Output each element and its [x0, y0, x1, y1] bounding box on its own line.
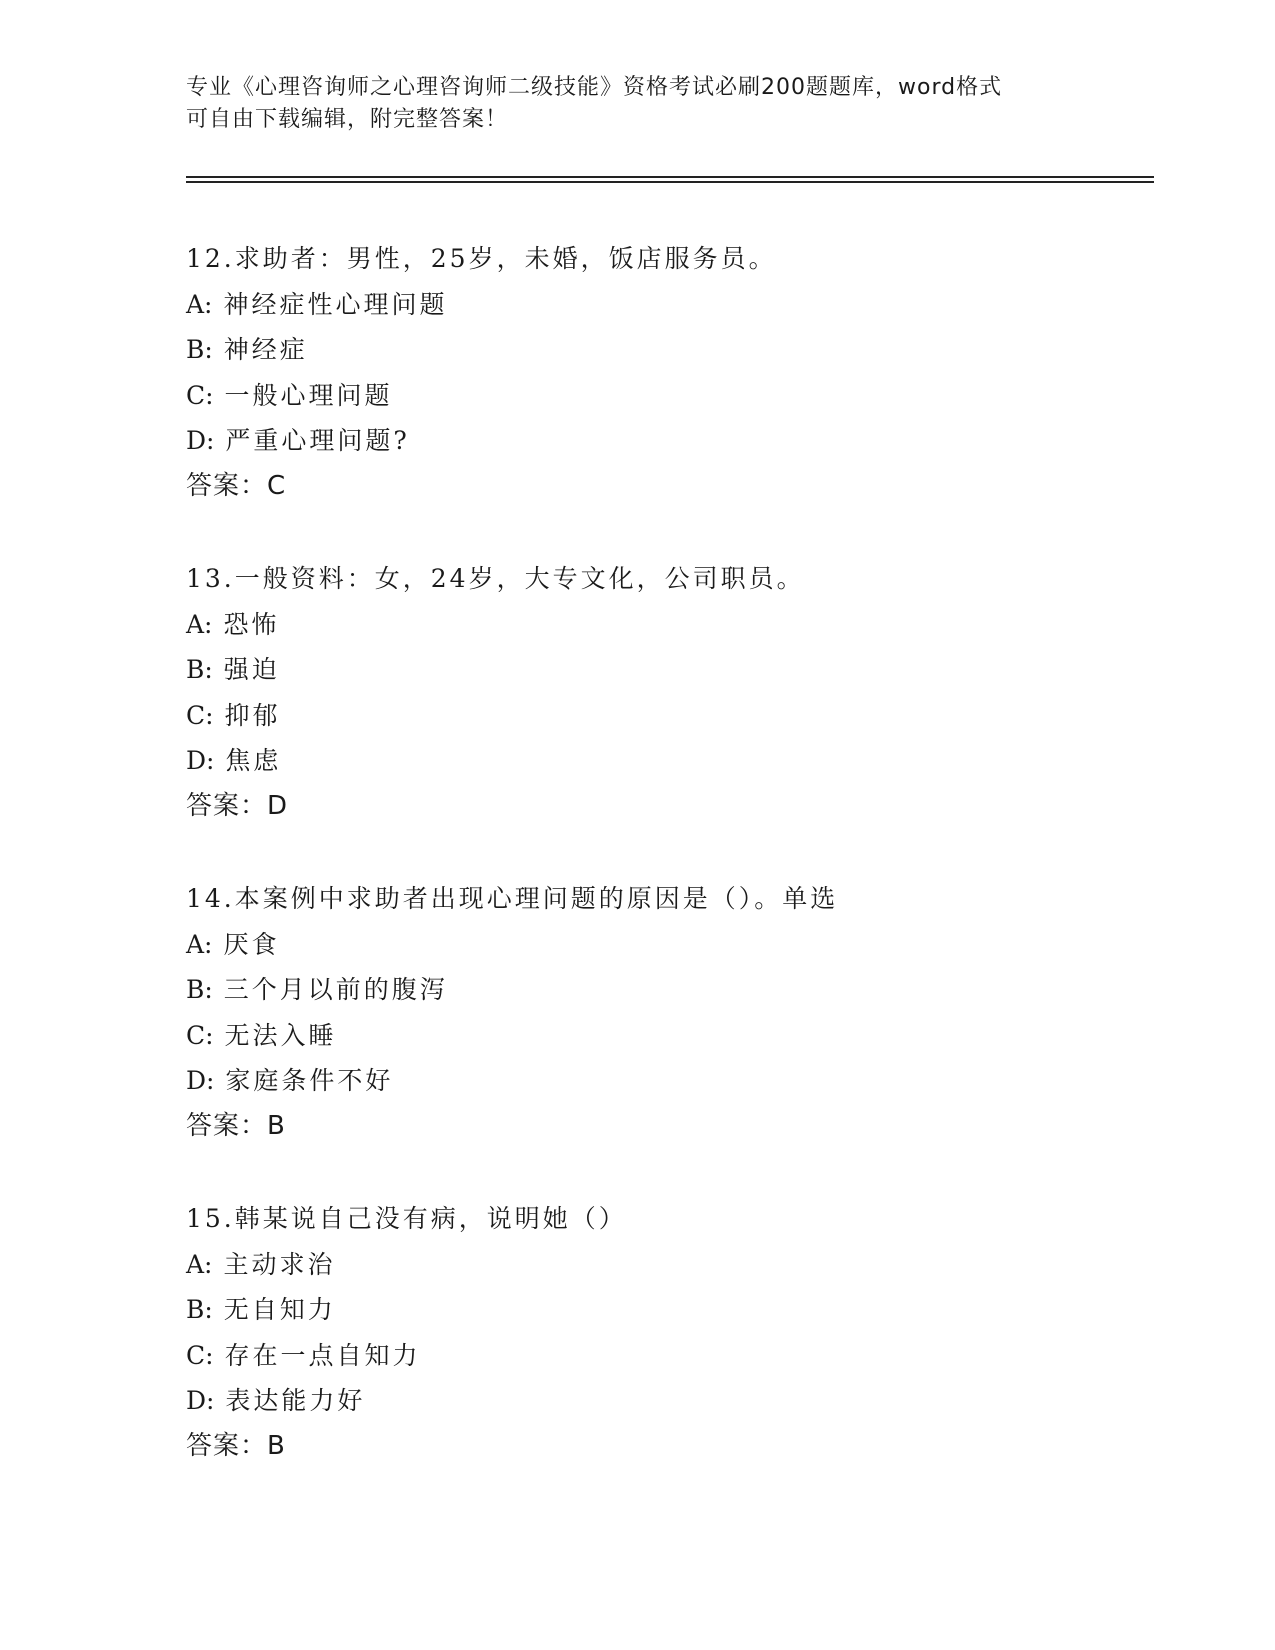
option-letter: B:	[186, 1295, 213, 1324]
option-c	[186, 1333, 1154, 1379]
question-13	[186, 556, 1154, 876]
question-14	[186, 876, 1154, 1196]
header-line-2: 可自由下载编辑，附完整答案！	[186, 107, 509, 132]
option-text: 存在一点自知力	[224, 1340, 421, 1370]
option-letter: C:	[186, 1340, 214, 1370]
option-letter: A:	[186, 929, 213, 959]
option-text: 一般心理问题	[224, 380, 393, 410]
option-letter: A:	[186, 609, 213, 639]
option-letter: D:	[186, 746, 215, 775]
option-text: 厌食	[223, 929, 280, 959]
option-d	[186, 1058, 1154, 1104]
header-divider-bottom	[186, 181, 1154, 183]
question-15	[186, 1196, 1154, 1516]
option-text: 神经症	[223, 335, 308, 364]
question-stem: 14.本案例中求助者出现心理问题的原因是（）。单选	[186, 884, 839, 913]
option-d	[186, 738, 1154, 784]
option-text: 恐怖	[223, 609, 280, 639]
option-c	[186, 693, 1154, 739]
option-a	[186, 922, 1154, 968]
option-letter: A:	[186, 289, 213, 319]
question-stem: 12.求助者：男性，25岁，未婚，饭店服务员。	[186, 244, 777, 273]
question-12	[186, 236, 1154, 556]
option-d	[186, 418, 1154, 464]
option-text: 强迫	[223, 655, 280, 684]
answer-label: 答案：D	[186, 790, 289, 821]
answer-label: 答案：C	[186, 470, 287, 501]
option-letter: C:	[186, 1020, 214, 1050]
option-b	[186, 647, 1154, 693]
option-text: 主动求治	[223, 1249, 336, 1279]
option-letter: D:	[186, 1386, 215, 1415]
question-stem: 15.韩某说自己没有病，说明她（）	[186, 1204, 627, 1233]
option-letter: D:	[186, 426, 215, 455]
option-letter: C:	[186, 380, 214, 410]
option-a	[186, 1242, 1154, 1288]
option-letter: A:	[186, 1249, 213, 1279]
option-letter: C:	[186, 700, 214, 730]
option-b	[186, 1287, 1154, 1333]
question-list	[186, 236, 1154, 1516]
answer-label: 答案：B	[186, 1110, 286, 1141]
header-divider-top	[186, 176, 1154, 178]
option-text: 三个月以前的腹泻	[223, 975, 448, 1004]
option-text: 无法入睡	[224, 1020, 337, 1050]
option-text: 表达能力好	[225, 1386, 366, 1415]
option-text: 家庭条件不好	[225, 1066, 394, 1095]
option-c	[186, 1013, 1154, 1059]
option-text: 严重心理问题?	[225, 426, 410, 455]
option-text: 焦虑	[225, 746, 282, 775]
document-header	[186, 72, 1086, 136]
option-b	[186, 967, 1154, 1013]
option-a	[186, 282, 1154, 328]
question-stem: 13.一般资料：女，24岁，大专文化，公司职员。	[186, 564, 805, 593]
option-letter: B:	[186, 335, 213, 364]
option-letter: B:	[186, 655, 213, 684]
option-c	[186, 373, 1154, 419]
answer-label: 答案：B	[186, 1430, 286, 1461]
header-line-1: 专业《心理咨询师之心理咨询师二级技能》资格考试必刷200题题库，word格式	[186, 75, 1003, 100]
option-text: 无自知力	[223, 1295, 336, 1324]
option-text: 抑郁	[224, 700, 281, 730]
option-a	[186, 602, 1154, 648]
option-b	[186, 327, 1154, 373]
option-letter: D:	[186, 1066, 215, 1095]
option-d	[186, 1378, 1154, 1424]
option-letter: B:	[186, 975, 213, 1004]
option-text: 神经症性心理问题	[223, 289, 448, 319]
